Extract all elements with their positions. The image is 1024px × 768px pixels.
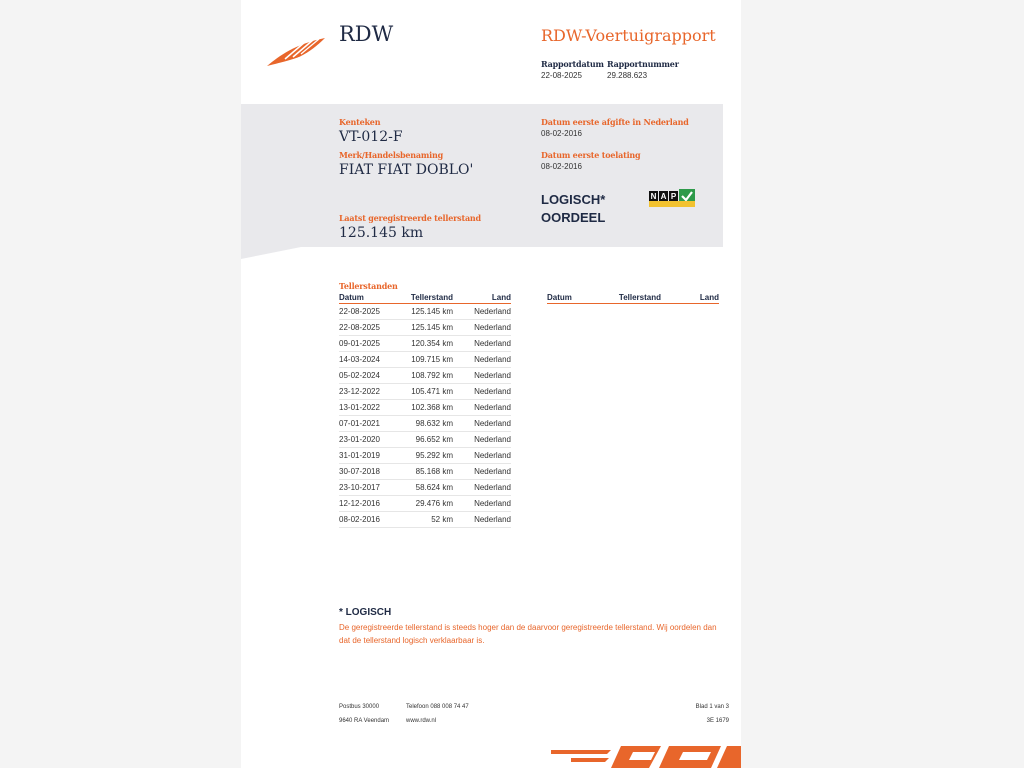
report-date-label: Rapportdatum [541, 59, 604, 69]
row-country: Nederland [453, 400, 511, 416]
row-date: 13-01-2022 [339, 400, 401, 416]
row-reading: 108.792 km [401, 368, 453, 384]
row-reading: 105.471 km [401, 384, 453, 400]
first-admission-value: 08-02-2016 [541, 162, 582, 171]
row-reading: 58.624 km [401, 480, 453, 496]
row-reading: 29.476 km [401, 496, 453, 512]
table-row [339, 384, 511, 400]
table-header-row [547, 293, 719, 304]
nap-letter-a: A [660, 191, 667, 201]
row-country: Nederland [453, 384, 511, 400]
row-reading: 102.368 km [401, 400, 453, 416]
row-country: Nederland [453, 448, 511, 464]
report-number: 29.288.623 [607, 71, 648, 80]
row-date: 23-01-2020 [339, 432, 401, 448]
last-odo-value: 125.145 km [339, 225, 424, 241]
row-country: Nederland [453, 304, 511, 320]
row-country: Nederland [453, 432, 511, 448]
row-reading: 125.145 km [401, 304, 453, 320]
footnote-title: * LOGISCH [339, 607, 392, 618]
row-country: Nederland [453, 480, 511, 496]
report-number-label: Rapportnummer [607, 59, 679, 69]
row-country: Nederland [453, 352, 511, 368]
row-reading: 52 km [401, 512, 453, 528]
row-country: Nederland [453, 464, 511, 480]
report-date: 22-08-2025 [541, 71, 582, 80]
row-date: 22-08-2025 [339, 304, 401, 320]
col-reading-header: Tellerstand [401, 293, 453, 304]
footer-page: Blad 1 van 3 [695, 704, 729, 710]
first-issue-nl-label: Datum eerste afgifte in Nederland [541, 117, 689, 127]
footnote-text-line2: dat de tellerstand logisch verklaarbaar is. [339, 636, 485, 645]
row-reading: 96.652 km [401, 432, 453, 448]
make-label: Merk/Handelsbenaming [339, 150, 444, 160]
table-row [339, 368, 511, 384]
row-reading: 95.292 km [401, 448, 453, 464]
table-row [339, 400, 511, 416]
row-reading: 125.145 km [401, 320, 453, 336]
row-date: 07-01-2021 [339, 416, 401, 432]
row-date: 23-12-2022 [339, 384, 401, 400]
nap-letter-p: P [670, 191, 677, 201]
row-date: 23-10-2017 [339, 480, 401, 496]
odometer-section-title: Tellerstanden [339, 281, 398, 291]
brand-name: RDW [339, 22, 394, 46]
row-date: 12-12-2016 [339, 496, 401, 512]
rdw-logo-icon [265, 34, 329, 68]
table-row [339, 416, 511, 432]
make-value: FIAT FIAT DOBLO' [339, 162, 474, 178]
row-reading: 109.715 km [401, 352, 453, 368]
panel-corner [241, 247, 301, 259]
table-row [339, 304, 511, 320]
row-country: Nederland [453, 496, 511, 512]
table-row [339, 512, 511, 528]
row-date: 09-01-2025 [339, 336, 401, 352]
row-country: Nederland [453, 336, 511, 352]
odometer-table-right [547, 293, 719, 304]
table-row [339, 496, 511, 512]
row-reading: 120.354 km [401, 336, 453, 352]
row-reading: 98.632 km [401, 416, 453, 432]
row-date: 05-02-2024 [339, 368, 401, 384]
row-country: Nederland [453, 512, 511, 528]
footer-phone: Telefoon 088 008 74 47 [406, 704, 469, 710]
odometer-table-left [339, 293, 511, 528]
row-date: 22-08-2025 [339, 320, 401, 336]
first-issue-nl-value: 08-02-2016 [541, 129, 582, 138]
row-reading: 85.168 km [401, 464, 453, 480]
row-date: 30-07-2018 [339, 464, 401, 480]
report-title: RDW-Voertuigrapport [541, 26, 716, 45]
table-row [339, 464, 511, 480]
plate-label: Kenteken [339, 117, 381, 127]
footer-web: www.rdw.nl [406, 718, 437, 724]
col-date-header: Datum [339, 293, 401, 304]
row-date: 08-02-2016 [339, 512, 401, 528]
footnote-text-line1: De geregistreerde tellerstand is steeds hoger dan de daarvoor geregistreerde tellerstand. Wij oordelen dan [339, 623, 717, 632]
report-page [241, 0, 741, 768]
row-country: Nederland [453, 368, 511, 384]
table-row [339, 320, 511, 336]
row-country: Nederland [453, 416, 511, 432]
table-header-row [339, 293, 511, 304]
footer-code: 3E 1679 [706, 718, 729, 724]
row-country: Nederland [453, 320, 511, 336]
nap-underline [649, 201, 695, 207]
last-odo-label: Laatst geregistreerde tellerstand [339, 213, 481, 223]
col-date-header: Datum [547, 293, 609, 304]
decorative-stripes [551, 744, 741, 768]
table-row [339, 448, 511, 464]
row-date: 31-01-2019 [339, 448, 401, 464]
table-row [339, 480, 511, 496]
footer-city: 9640 RA Veendam [339, 718, 390, 724]
first-admission-label: Datum eerste toelating [541, 150, 641, 160]
verdict-logisch: LOGISCH* [541, 192, 606, 207]
table-row [339, 352, 511, 368]
nap-letter-n: N [650, 191, 657, 201]
col-country-header: Land [661, 293, 719, 304]
plate-value: VT-012-F [339, 129, 403, 145]
footer-postbus: Postbus 30000 [339, 704, 380, 710]
col-reading-header: Tellerstand [609, 293, 661, 304]
col-country-header: Land [453, 293, 511, 304]
row-date: 14-03-2024 [339, 352, 401, 368]
table-row [339, 432, 511, 448]
table-row [339, 336, 511, 352]
verdict-oordeel: OORDEEL [541, 210, 606, 225]
